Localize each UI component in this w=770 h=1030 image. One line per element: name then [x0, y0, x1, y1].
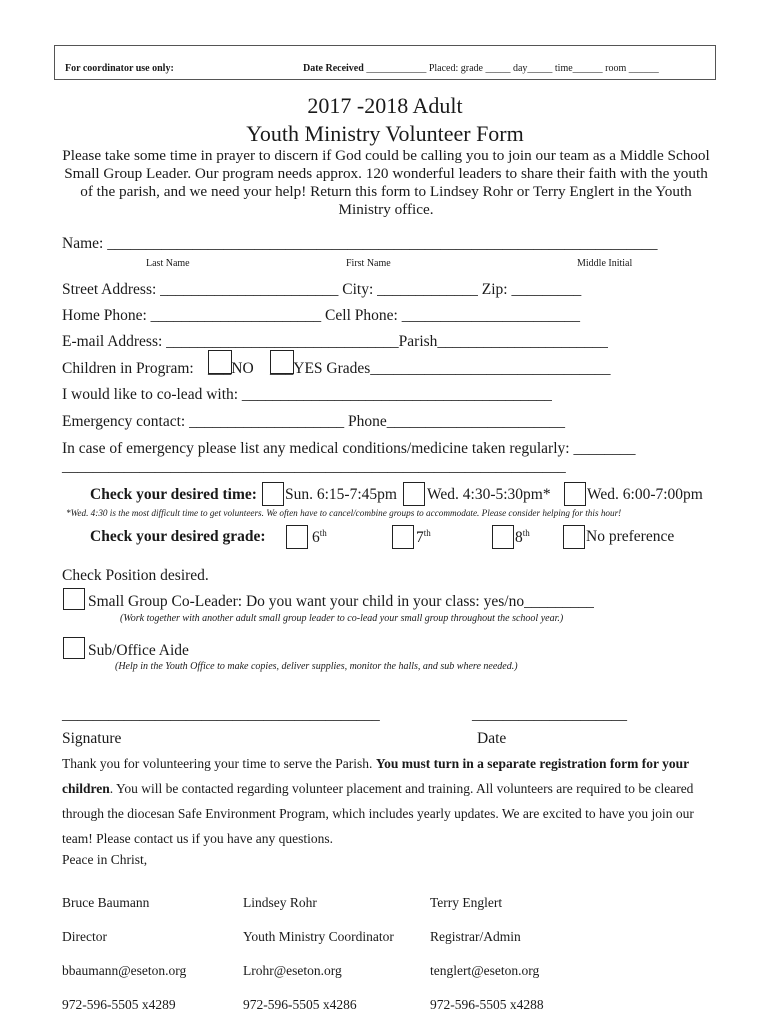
street-address-field[interactable]: Street Address: _______________________ City: _____________ Zip: _________: [62, 281, 582, 298]
contact-baumann: [62, 877, 186, 1030]
closing-text-bold: You must turn in a separate registration form for your children: [62, 756, 689, 796]
time-wed-early-checkbox[interactable]: [403, 482, 425, 506]
form-title: Youth Ministry Volunteer Form: [246, 121, 524, 146]
closing-text-c: . You will be contacted regarding volunteer placement and training. All volunteers are required to be cleared through the diocesan Safe Environment Program, which includes yearly updates. We are excited to have you join our team! Please contact us if you have any questions.: [62, 781, 694, 846]
title-year: 2017 -2018 Adult: [307, 93, 463, 118]
date-label: Date: [477, 730, 507, 747]
contact-title: Youth Ministry Coordinator: [243, 929, 394, 944]
grade-6-checkbox[interactable]: [286, 525, 308, 549]
position-label: Check Position desired.: [62, 567, 209, 584]
date-received-label: Date Received: [303, 63, 364, 74]
coordinator-fields: [303, 63, 659, 74]
date-line[interactable]: ____________________: [472, 706, 627, 723]
office-aide-checkbox[interactable]: [63, 637, 85, 659]
phone-fields[interactable]: Home Phone: ______________________ Cell Phone: _______________________: [62, 307, 580, 324]
grade-8-text: 8: [515, 529, 523, 547]
coordinator-fields-line: ____________ Placed: grade _____ day_____ time______ room ______: [366, 63, 659, 74]
grade-8-sup: th: [522, 528, 530, 538]
grade-6-sup: th: [319, 528, 327, 538]
time-wed-late-checkbox[interactable]: [564, 482, 586, 506]
office-aide-label: Sub/Office Aide: [88, 642, 189, 659]
first-name-caption: First Name: [346, 258, 391, 269]
time-wed-late-label: Wed. 6:00-7:00pm: [587, 486, 703, 503]
contact-name: Lindsey Rohr: [243, 895, 317, 910]
contact-rohr: [243, 877, 394, 1030]
small-group-checkbox[interactable]: [63, 588, 85, 610]
office-aide-note: (Help in the Youth Office to make copies, deliver supplies, monitor the halls, and sub where needed.): [115, 661, 518, 672]
email-parish-field[interactable]: E-mail Address: ______________________________Parish______________________: [62, 333, 608, 350]
last-name-caption: Last Name: [146, 258, 190, 269]
grade-no-preference-checkbox[interactable]: [563, 525, 585, 549]
grade-6-text: 6: [312, 529, 320, 547]
coordinator-box: [54, 45, 716, 80]
grade-8-checkbox[interactable]: [492, 525, 514, 549]
signature-label: Signature: [62, 730, 122, 747]
children-no-label: ___NO: [208, 360, 254, 377]
contact-email[interactable]: bbaumann@eseton.org: [62, 963, 187, 978]
time-sun-checkbox[interactable]: [262, 482, 284, 506]
sign-off: Peace in Christ,: [62, 852, 148, 867]
medical-conditions-field[interactable]: In case of emergency please list any medical conditions/medicine taken regularly: ________: [62, 440, 636, 457]
time-note: *Wed. 4:30 is the most difficult time to get volunteers. We often have to cancel/combine groups to accommodate. Please consider helping for this hour!: [66, 508, 622, 518]
closing-text-a: Thank you for volunteering your time to serve the Parish.: [62, 756, 376, 771]
closing-paragraph: [62, 751, 712, 851]
contact-title: Registrar/Admin: [430, 929, 521, 944]
grade-6-label: [312, 528, 327, 547]
contact-phone: 972-596-5505 x4289: [62, 997, 176, 1012]
children-yes-grades-field[interactable]: ___YES Grades_______________________________: [270, 360, 611, 377]
medical-conditions-line2[interactable]: _________________________________________________________________: [62, 458, 566, 475]
small-group-note: (Work together with another adult small group leader to co-lead your small group throughout the school year.): [120, 613, 564, 624]
contact-name: Bruce Baumann: [62, 895, 150, 910]
grade-7-label: [416, 528, 431, 547]
contact-phone: 972-596-5505 x4288: [430, 997, 544, 1012]
contact-title: Director: [62, 929, 107, 944]
contact-email[interactable]: tenglert@eseton.org: [430, 963, 540, 978]
time-sun-label: Sun. 6:15-7:45pm: [285, 486, 397, 503]
emergency-contact-field[interactable]: Emergency contact: ____________________ Phone_______________________: [62, 413, 565, 430]
contact-name: Terry Englert: [430, 895, 503, 910]
small-group-label[interactable]: Small Group Co-Leader: Do you want your child in your class: yes/no_________: [88, 593, 594, 610]
time-wed-early-label: Wed. 4:30-5:30pm*: [427, 486, 551, 503]
grade-7-checkbox[interactable]: [392, 525, 414, 549]
contact-email[interactable]: Lrohr@eseton.org: [243, 963, 342, 978]
colead-field[interactable]: I would like to co-lead with: ________________________________________: [62, 386, 552, 403]
intro-paragraph: Please take some time in prayer to discern if God could be calling you to join our team as a Middle School Small Group Leader. Our program needs approx. 120 wonderful leaders to share their faith with the youth of the parish, and we need your help! Return this form to Lindsey Rohr or Terry Englert in the Youth Ministry office.: [62, 147, 710, 218]
time-label: Check your desired time:: [90, 486, 257, 503]
contact-englert: [430, 877, 544, 1030]
grade-7-text: 7: [416, 529, 424, 547]
name-field[interactable]: Name: _______________________________________________________________________: [62, 235, 658, 252]
children-label: Children in Program:: [62, 360, 194, 377]
coordinator-label: For coordinator use only:: [65, 63, 174, 74]
middle-initial-caption: Middle Initial: [577, 258, 633, 269]
grade-no-preference-label: No preference: [586, 528, 675, 545]
signature-line[interactable]: _________________________________________: [62, 706, 380, 723]
contact-phone: 972-596-5505 x4286: [243, 997, 357, 1012]
grade-8-label: [515, 528, 530, 547]
grade-label: Check your desired grade:: [90, 528, 266, 545]
grade-7-sup: th: [423, 528, 431, 538]
